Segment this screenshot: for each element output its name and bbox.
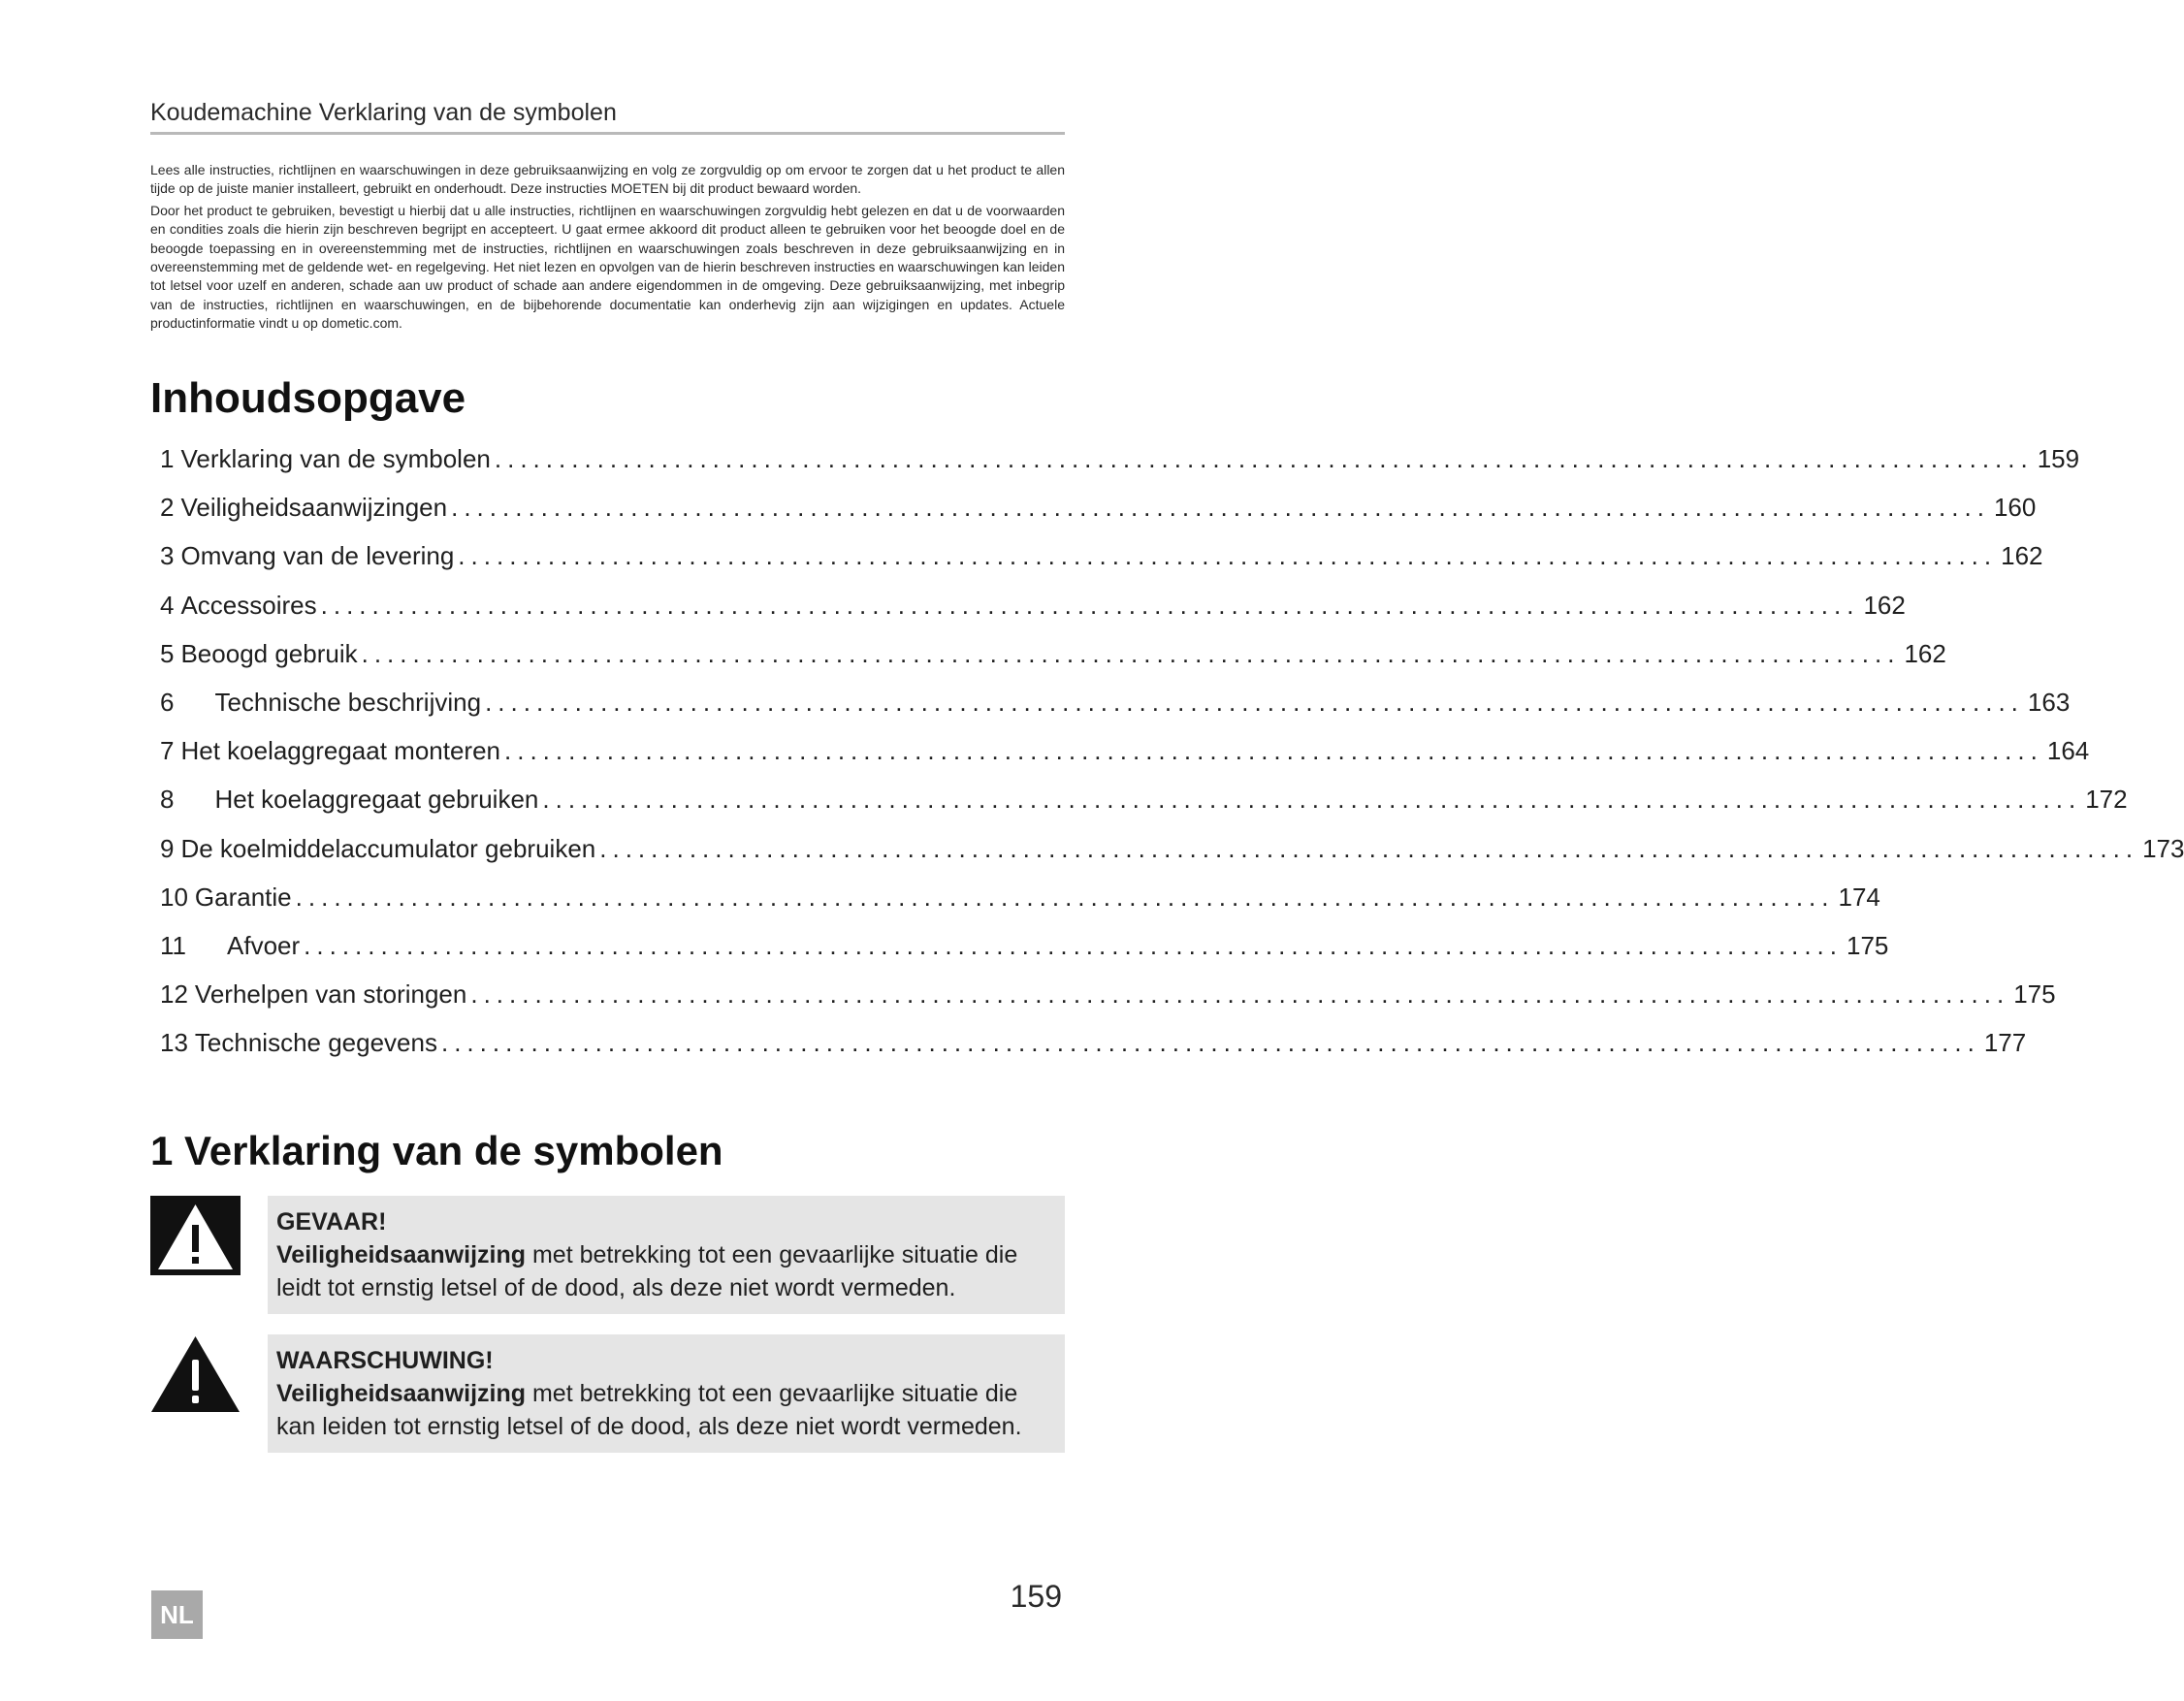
toc-item-title: Beoogd gebruik: [180, 638, 358, 668]
toc-item-leader: ........................................................................................................................: [494, 444, 2034, 473]
toc-item-page: 162: [1904, 638, 1946, 668]
toc-item[interactable]: [160, 780, 2128, 818]
toc-item-number: 4: [160, 590, 175, 620]
toc-item-number: 10: [160, 882, 188, 912]
toc-item-leader: ........................................................................................................................: [542, 785, 2082, 815]
toc-item-page: 174: [1838, 882, 1880, 912]
toc-item-page: 175: [2013, 979, 2056, 1010]
toc-item-leader: ........................................................................................................................: [504, 736, 2043, 766]
page-number: 159: [1010, 1579, 1062, 1614]
toc-item[interactable]: [160, 829, 2184, 868]
toc-item[interactable]: [160, 586, 1906, 625]
toc-item-leader: ........................................................................................................................: [470, 979, 2010, 1010]
toc-item[interactable]: [160, 926, 1889, 965]
toc-heading: Inhoudsopgave: [150, 374, 466, 422]
toc-item-title: Technische beschrijving: [214, 688, 482, 717]
toc-item-title: Het koelaggregaat monteren: [180, 736, 501, 766]
danger-text: met betrekking tot een gevaarlijke situatie die leidt tot ernstig letsel of de dood, als deze niet wordt vermeden.: [276, 1241, 1018, 1301]
toc-item[interactable]: [160, 488, 2037, 527]
toc-item-page: 175: [1847, 931, 1889, 960]
toc-item[interactable]: [160, 975, 2056, 1013]
toc-item-leader: ........................................................................................................................: [458, 541, 1998, 571]
section-heading: 1 Verklaring van de symbolen: [150, 1128, 723, 1173]
toc-item-page: 162: [1863, 590, 1906, 620]
toc-item-title: Het koelaggregaat gebruiken: [214, 785, 539, 815]
toc-item-title: Veiligheidsaanwijzingen: [180, 493, 448, 523]
toc-item[interactable]: [160, 439, 2080, 478]
danger-title: GEVAAR!: [276, 1208, 387, 1236]
toc-item-title: De koelmiddelaccumulator gebruiken: [180, 833, 596, 863]
warning-triangle-icon: [150, 1334, 241, 1414]
header-rule: [150, 132, 1065, 135]
danger-label: Veiligheidsaanwijzing: [276, 1241, 527, 1268]
toc-item-number: 12: [160, 979, 188, 1010]
toc-item[interactable]: [160, 878, 1880, 916]
toc-item-title: Verklaring van de symbolen: [180, 444, 491, 473]
toc-item-page: 172: [2085, 785, 2128, 815]
toc-item-page: 173: [2142, 833, 2184, 863]
intro-text: [150, 161, 1065, 337]
warning-text: met betrekking tot een gevaarlijke situatie die kan leiden tot ernstig letsel of de dood, als deze niet wordt vermeden.: [276, 1380, 1022, 1440]
toc-item-page: 177: [1983, 1028, 2027, 1058]
toc-item-number: 2: [160, 493, 175, 523]
toc-item-number: 8: [160, 785, 175, 815]
language-badge: NL: [151, 1590, 203, 1639]
danger-warning-triangle-boxed-icon: [150, 1196, 241, 1275]
toc-item-leader: ........................................................................................................................: [485, 688, 2024, 717]
toc-item-leader: ........................................................................................................................: [440, 1028, 1980, 1058]
toc-item-page: 164: [2046, 736, 2090, 766]
toc-item-number: 13: [160, 1028, 188, 1058]
toc-item-number: 6: [160, 688, 175, 717]
toc-item-leader: ........................................................................................................................: [320, 590, 1860, 620]
intro-paragraph-1: Lees alle instructies, richtlijnen en waarschuwingen in deze gebruiksaanwijzing en volg ze zorgvuldig op om ervoor te zorgen dat u het product te allen tijde op de juiste manier installeert, gebruikt en onderhoudt. Deze instructies MOETEN bij dit product bewaard worden.: [150, 162, 1065, 197]
toc-item[interactable]: [160, 536, 2043, 575]
toc-item-number: 5: [160, 638, 175, 668]
toc-item[interactable]: [160, 683, 2071, 722]
danger-notice: [268, 1196, 1065, 1314]
toc-item-number: 11: [160, 931, 186, 960]
warning-title: WAARSCHUWING!: [276, 1347, 494, 1374]
toc-item-number: 9: [160, 833, 175, 863]
toc-item-title: Afvoer: [227, 931, 301, 960]
warning-label: Veiligheidsaanwijzing: [276, 1380, 527, 1407]
toc-item-number: 7: [160, 736, 175, 766]
toc-item-leader: ........................................................................................................................: [295, 882, 1835, 912]
toc-item-title: Technische gegevens: [194, 1028, 437, 1058]
toc-item[interactable]: [160, 731, 2090, 770]
toc-item-leader: ........................................................................................................................: [361, 638, 1901, 668]
header-title: Koudemachine Verklaring van de symbolen: [150, 99, 617, 126]
toc-item-leader: ........................................................................................................................: [451, 493, 1990, 523]
toc-item-title: Accessoires: [180, 590, 317, 620]
toc-item[interactable]: [160, 634, 1946, 673]
warning-notice: [268, 1334, 1065, 1453]
toc-item-page: 162: [2001, 541, 2043, 571]
toc-item-page: 163: [2027, 688, 2071, 717]
toc-item-title: Verhelpen van storingen: [194, 979, 467, 1010]
toc-item-number: 3: [160, 541, 175, 571]
intro-paragraph-2: Door het product te gebruiken, bevestigt u hierbij dat u alle instructies, richtlijnen en waarschuwingen zorgvuldig hebt gelezen en dat u de voorwaarden en condities zoals die hierin zijn beschreven begrijpt en accepteert. U gaat ermee akkoord dit product alleen te gebruiken voor het beoogde doel en de beoogde toepassing en in overeenstemming met de instructies, richtlijnen en waarschuwingen zoals beschreven in deze gebruiksaanwijzing en in overeenstemming met de geldende wet- en regelgeving. Het niet lezen en opvolgen van de hierin beschreven instructies en waarschuwingen kan leiden tot letsel voor uzelf en anderen, schade aan uw product of schade aan andere eigendommen in de omgeving. Deze gebruiksaanwijzing, met inbegrip van de instructies, richtlijnen en waarschuwingen, en de bijbehorende documentatie kan onderhevig zijn aan wijzigingen en updates. Actuele productinformatie vindt u op dometic.com.: [150, 202, 1065, 332]
toc-item-page: 160: [1993, 493, 2037, 523]
toc-item-title: Omvang van de levering: [180, 541, 455, 571]
toc-item-leader: ........................................................................................................................: [599, 833, 2139, 863]
toc-item-number: 1: [160, 444, 175, 473]
toc-item-page: 159: [2037, 444, 2080, 473]
toc-item-title: Garantie: [194, 882, 292, 912]
toc-item[interactable]: [160, 1023, 2027, 1062]
toc-item-leader: ........................................................................................................................: [304, 931, 1843, 960]
